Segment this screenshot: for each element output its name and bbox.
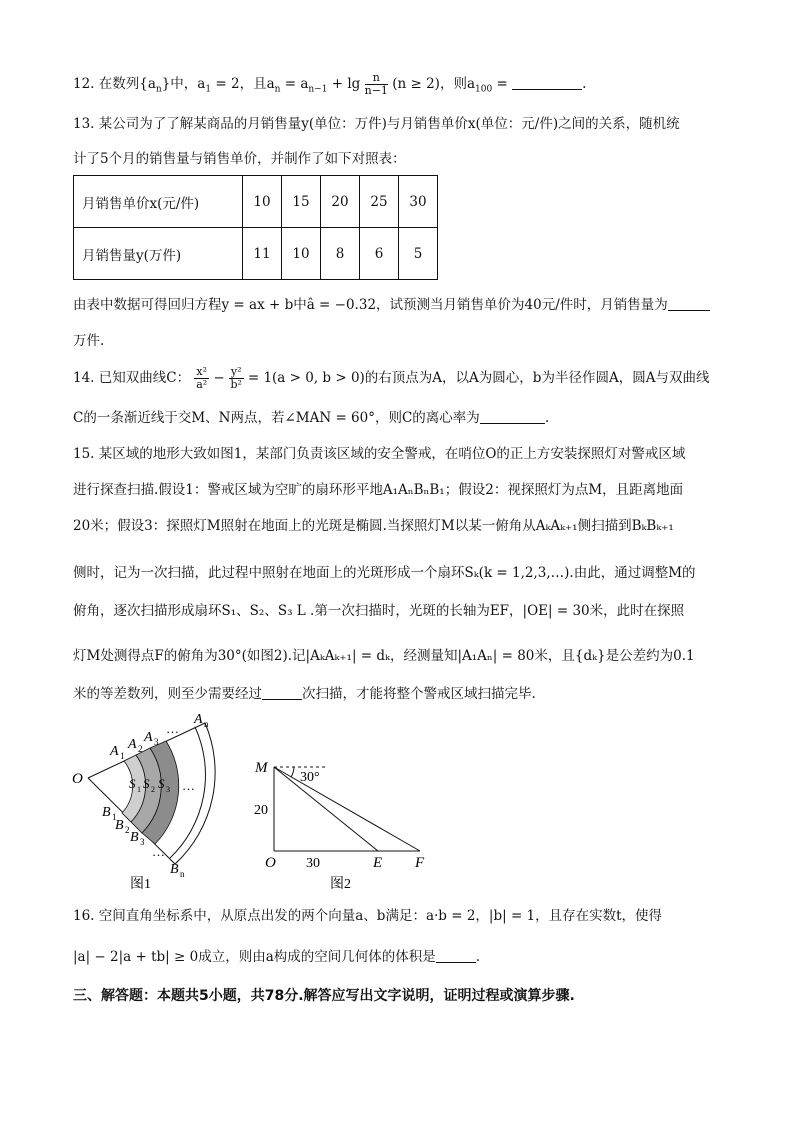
svg-text:1: 1 — [120, 751, 125, 761]
q15-answer-blank[interactable] — [262, 685, 302, 700]
svg-text:3: 3 — [166, 785, 170, 794]
figure-1-sector-diagram — [70, 708, 240, 893]
fig1-caption: 图1 — [130, 877, 151, 892]
fig2-label-o: O — [265, 855, 276, 871]
fig2-label-e: E — [373, 855, 383, 871]
svg-text:…: … — [166, 721, 179, 736]
q16-line2: |a| − 2|a + tb| ≥ 0成立，则由a构成的空间几何体的体积是 . — [73, 949, 481, 965]
table-cell: 8 — [321, 228, 360, 280]
fig1-label-an: A — [194, 712, 203, 727]
q14-answer-blank[interactable] — [480, 409, 545, 424]
q16-answer-blank[interactable] — [436, 948, 476, 963]
q15-line1: 15. 某区域的地形大致如图1，某部门负责该区域的安全警戒，在哨位O的正上方安装探照灯对警戒区域 — [73, 446, 686, 462]
table-cell: 10 — [243, 176, 282, 228]
outer-arc-2 — [175, 723, 215, 864]
fig2-caption: 图2 — [330, 877, 351, 890]
table-row — [74, 228, 438, 280]
fig1-label-s1: S — [129, 776, 136, 791]
q12-text: 在数列{a — [98, 76, 156, 92]
q15-line2: 进行探查扫描.假设1：警戒区域为空旷的扇环形平地A₁AₙBₙB₁；假设2：视探照灯为点M，且距离地面 — [73, 482, 684, 498]
q13-line1: 13. 某公司为了了解某商品的月销售量y(单位：万件)与月销售单价x(单位：元/件)之间的关系，随机统 — [73, 116, 680, 132]
fig2-label-height: 20 — [254, 803, 268, 818]
line-me — [274, 767, 378, 851]
q16-line1: 16. 空间直角坐标系中，从原点出发的两个向量a、b满足：a·b = 2，|b| = 1，且存在实数t，使得 — [73, 908, 663, 924]
q14-line1: 14. 已知双曲线C： $\frac{\text{x²}}{\text{a²}}$ − $\frac{\text{y²}}{\text{b²}}$ = 1(a > 0, b > 0)的右顶点为A，以A为圆心，b为半径作圆A，圆A与双曲线 — [73, 365, 710, 391]
svg-text:1: 1 — [137, 785, 141, 794]
svg-text:1: 1 — [112, 812, 117, 822]
svg-text:n: n — [204, 719, 209, 729]
fig1-label-o: O — [72, 771, 83, 787]
table-cell: 20 — [321, 176, 360, 228]
figure-2-triangle-diagram — [250, 755, 440, 890]
fig1-label-s2: S — [143, 776, 150, 791]
fig2-label-f: F — [415, 855, 425, 871]
svg-text:…: … — [152, 844, 165, 859]
svg-text:3: 3 — [154, 737, 159, 747]
fig2-label-angle: 30° — [300, 770, 320, 785]
q12-answer-blank[interactable] — [512, 75, 582, 90]
question-12: 12. 在数列$\{a_n\}$中，$a_1 = 2$，且$a_n = a_{n-1} + \lg$ $\frac{n}{n-1}$ (n ≥ 2)，则$a_{100}$ = . — [73, 71, 587, 97]
fig1-label-a1: A — [110, 744, 119, 759]
fig1-label-b1: B — [102, 805, 111, 820]
q15-line3: 20米；假设3：探照灯M照射在地面上的光斑是椭圆.当探照灯M以某一俯角从AₖAₖ₊₁侧扫描到BₖBₖ₊₁ — [73, 518, 674, 534]
q12-fraction: $\frac{n}{n-1}$ — [364, 71, 388, 97]
svg-text:2: 2 — [125, 825, 130, 835]
table-cell: 5 — [399, 228, 438, 280]
fig1-label-b2: B — [115, 818, 124, 833]
table-cell: 10 — [282, 228, 321, 280]
svg-text:3: 3 — [140, 837, 145, 847]
price-sales-table — [73, 175, 438, 280]
svg-text:2: 2 — [151, 785, 155, 794]
table-cell: 25 — [360, 176, 399, 228]
q13-line3: 由表中数据可得回归方程y = ax + b中â = −0.32，试预测当月销售单价为40元/件时，月销售量为 — [73, 294, 710, 316]
q15-line7: 米的等差数列，则至少需要经过 次扫描，才能将整个警戒区域扫描完毕. — [73, 686, 536, 702]
q12-number: 12. — [73, 76, 95, 92]
angle-arc — [291, 767, 294, 777]
q15-line6: 灯M处测得点F的俯角为30°(如图2).记|AₖAₖ₊₁| = dₖ，经测量知|A₁Aₙ| = 80米，且{dₖ}是公差约为0.1 — [73, 648, 695, 664]
row1-label: 月销售单价x(元/件) — [74, 176, 243, 228]
q14-line2: C的一条渐近线于交M、N两点，若∠MAN = 60°，则C的离心率为 . — [73, 410, 550, 426]
table-cell: 30 — [399, 176, 438, 228]
table-cell: 11 — [243, 228, 282, 280]
table-cell: 15 — [282, 176, 321, 228]
fig2-label-m: M — [255, 760, 268, 776]
q15-line5: 俯角，逐次扫描形成扇环S₁、S₂、S₃ L .第一次扫描时，光斑的长轴为EF，|OE| = 30米，此时在探照 — [73, 603, 685, 619]
q13-line4: 万件. — [73, 333, 105, 349]
fig1-label-a2: A — [128, 737, 137, 752]
q13-answer-blank[interactable] — [668, 296, 710, 311]
q15-line4: 侧时，记为一次扫描，此过程中照射在地面上的光斑形成一个扇环Sₖ(k = 1,2,3,…).由此，通过调整M的 — [73, 565, 696, 581]
section-3-heading: 三、解答题：本题共5小题，共78分.解答应写出文字说明，证明过程或演算步骤. — [73, 988, 575, 1004]
fig1-label-a3: A — [144, 730, 153, 745]
svg-text:2: 2 — [138, 744, 143, 754]
table-cell: 6 — [360, 228, 399, 280]
svg-text:…: … — [182, 778, 195, 793]
row2-label: 月销售量y(万件) — [74, 228, 243, 280]
fig1-label-b3: B — [130, 830, 139, 845]
fig2-label-distance: 30 — [306, 856, 320, 871]
q14-fraction-x: $\frac{\text{x²}}{\text{a²}}$ — [196, 365, 208, 391]
table-row — [74, 176, 438, 228]
fig1-label-bn: B — [170, 862, 179, 877]
q14-fraction-y: $\frac{\text{y²}}{\text{b²}}$ — [230, 365, 242, 391]
fig1-label-s3: S — [158, 776, 165, 791]
q13-line2: 计了5个月的销售量与销售单价，并制作了如下对照表： — [73, 151, 406, 167]
svg-text:n: n — [180, 869, 185, 879]
line-mf — [274, 767, 420, 851]
